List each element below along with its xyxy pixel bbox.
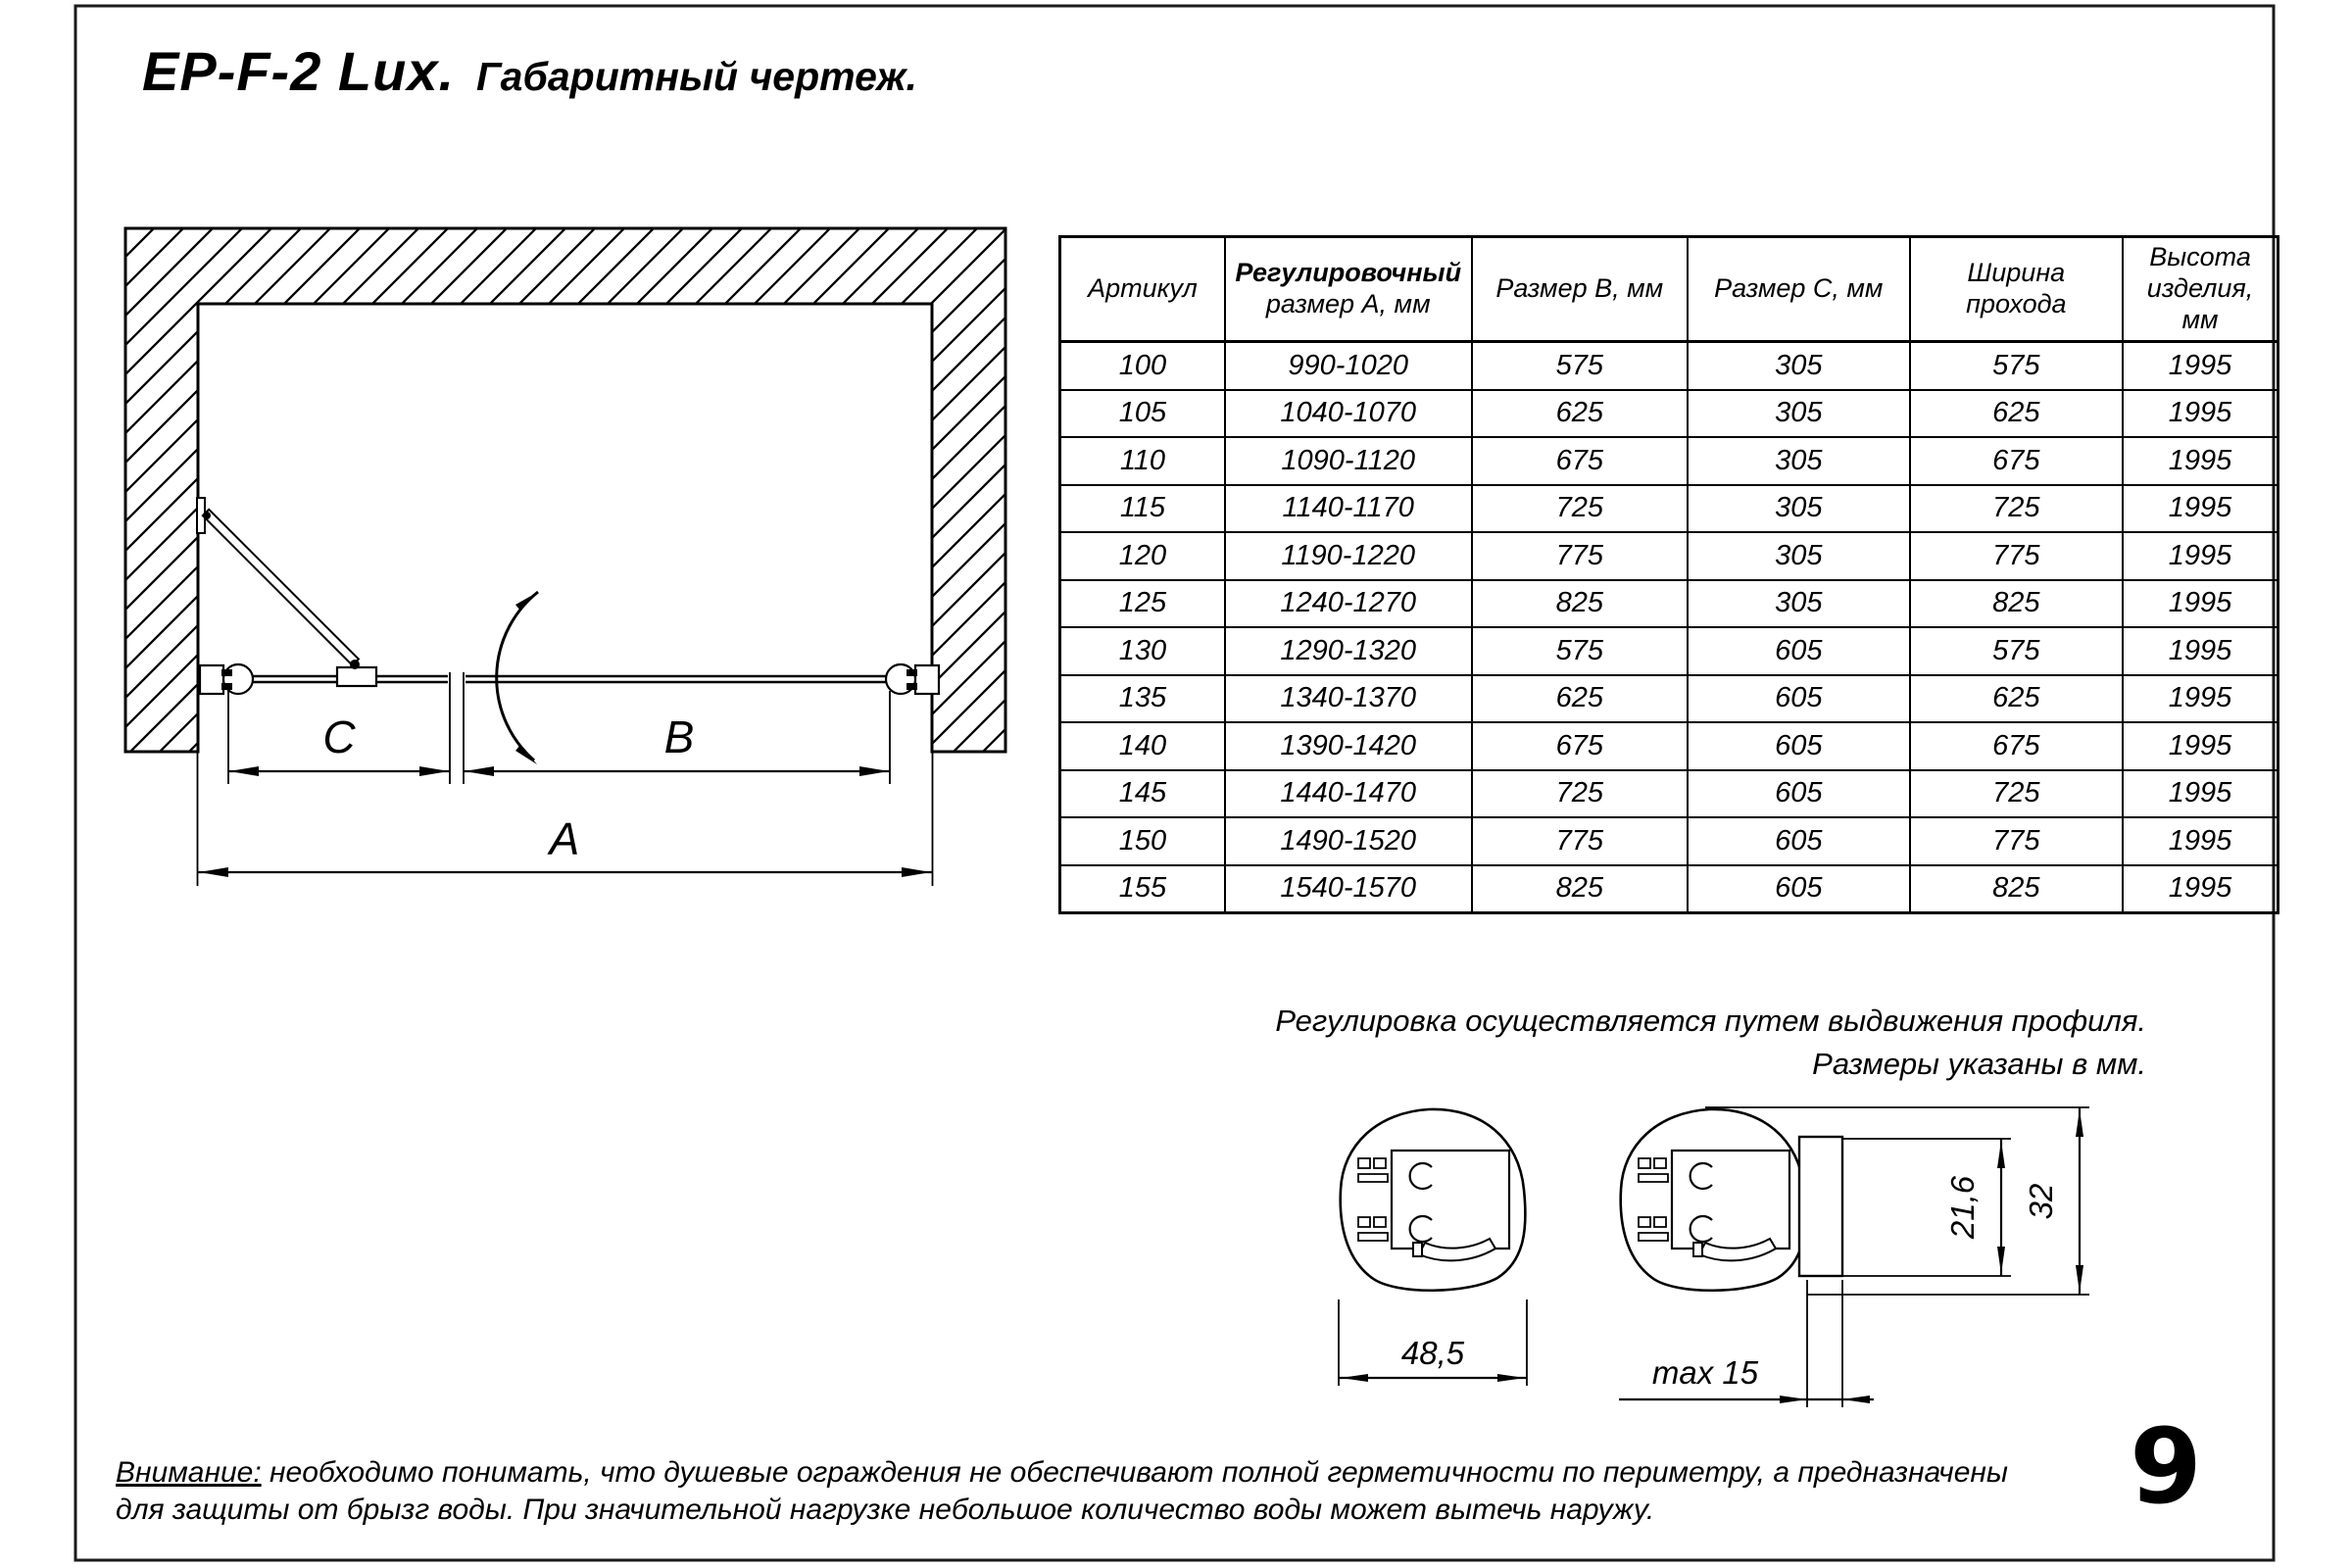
support-bar xyxy=(197,498,376,686)
table-cell: 305 xyxy=(1688,485,1910,533)
table-row xyxy=(1060,770,2278,818)
table-cell: 775 xyxy=(1472,817,1689,865)
size-table xyxy=(1058,235,2279,914)
table-cell: 1540-1570 xyxy=(1225,865,1472,913)
table-cell: 1995 xyxy=(2123,770,2278,818)
col-article: Артикул xyxy=(1060,237,1225,342)
table-cell: 1140-1170 xyxy=(1225,485,1472,533)
warning-label: Внимание: xyxy=(116,1456,262,1489)
table-cell: 1440-1470 xyxy=(1225,770,1472,818)
table-cell: 150 xyxy=(1060,817,1225,865)
col-product-height xyxy=(2123,237,2278,342)
adjustment-notes xyxy=(1166,1000,2146,1086)
table-cell: 1290-1320 xyxy=(1225,627,1472,675)
profile-section-left xyxy=(1341,1109,1526,1291)
table-cell: 575 xyxy=(1472,627,1689,675)
table-cell: 1995 xyxy=(2123,722,2278,770)
profile-sections xyxy=(1339,1107,2089,1407)
table-cell: 120 xyxy=(1060,532,1225,580)
table-cell: 1040-1070 xyxy=(1225,390,1472,438)
table-cell: 145 xyxy=(1060,770,1225,818)
table-cell: 305 xyxy=(1688,342,1910,390)
note-line-2: Размеры указаны в мм. xyxy=(1812,1047,2146,1082)
table-cell: 625 xyxy=(1472,675,1689,723)
table-cell: 605 xyxy=(1688,817,1910,865)
table-cell: 1190-1220 xyxy=(1225,532,1472,580)
warning-text xyxy=(116,1454,2071,1529)
table-cell: 100 xyxy=(1060,342,1225,390)
table-row xyxy=(1060,532,2278,580)
col-height-line1: Высота xyxy=(2149,242,2251,272)
table-cell: 1995 xyxy=(2123,627,2278,675)
table-cell: 305 xyxy=(1688,532,1910,580)
table-cell: 605 xyxy=(1688,770,1910,818)
table-cell: 1995 xyxy=(2123,390,2278,438)
table-cell: 725 xyxy=(1472,770,1689,818)
table-cell: 305 xyxy=(1688,437,1910,485)
table-row xyxy=(1060,390,2278,438)
table-cell: 605 xyxy=(1688,675,1910,723)
table-cell: 675 xyxy=(1910,437,2124,485)
table-cell: 135 xyxy=(1060,675,1225,723)
table-cell: 125 xyxy=(1060,580,1225,628)
table-cell: 1995 xyxy=(2123,675,2278,723)
table-cell: 675 xyxy=(1472,722,1689,770)
col-height-line3: мм xyxy=(2181,304,2219,334)
profile-section-right xyxy=(1621,1109,1806,1291)
table-cell: 825 xyxy=(1472,865,1689,913)
table-cell: 625 xyxy=(1472,390,1689,438)
table-cell: 625 xyxy=(1910,675,2124,723)
profile-max-label: max 15 xyxy=(1651,1354,1759,1391)
size-table-body xyxy=(1060,342,2278,913)
table-row xyxy=(1060,817,2278,865)
table-cell: 825 xyxy=(1910,865,2124,913)
adjustable-channel xyxy=(1799,1137,1842,1276)
table-row xyxy=(1060,580,2278,628)
profile-inner-height-label: 21,6 xyxy=(1944,1175,1981,1240)
table-cell: 130 xyxy=(1060,627,1225,675)
wall-hatch xyxy=(125,228,1005,752)
table-cell: 605 xyxy=(1688,865,1910,913)
table-cell: 725 xyxy=(1910,770,2124,818)
dim-label-a: A xyxy=(549,813,580,864)
table-cell: 1490-1520 xyxy=(1225,817,1472,865)
table-row xyxy=(1060,437,2278,485)
table-cell: 825 xyxy=(1910,580,2124,628)
table-cell: 625 xyxy=(1910,390,2124,438)
wall-profile-right xyxy=(886,664,939,694)
model-name: EP-F-2 Lux. xyxy=(142,40,456,102)
col-passage-line2: прохода xyxy=(1966,289,2067,318)
table-cell: 105 xyxy=(1060,390,1225,438)
col-adjust-size-bold: Регулировочный xyxy=(1235,258,1462,288)
profile-width-label: 48,5 xyxy=(1400,1335,1465,1371)
table-cell: 825 xyxy=(1472,580,1689,628)
col-adjust-size-rest: размер А, мм xyxy=(1265,289,1431,318)
table-cell: 575 xyxy=(1910,342,2124,390)
table-cell: 575 xyxy=(1910,627,2124,675)
table-row xyxy=(1060,865,2278,913)
table-row xyxy=(1060,627,2278,675)
table-cell: 1995 xyxy=(2123,580,2278,628)
plan-view xyxy=(125,228,1005,886)
table-cell: 775 xyxy=(1472,532,1689,580)
col-adjust-size xyxy=(1225,237,1472,342)
table-cell: 605 xyxy=(1688,722,1910,770)
glass-screen xyxy=(232,676,909,682)
door-swing-arc xyxy=(497,592,538,764)
table-cell: 305 xyxy=(1688,390,1910,438)
table-cell: 1995 xyxy=(2123,532,2278,580)
page-number: 9 xyxy=(2130,1406,2202,1527)
table-cell: 1090-1120 xyxy=(1225,437,1472,485)
table-cell: 110 xyxy=(1060,437,1225,485)
warning-line-1 xyxy=(116,1454,2071,1492)
col-passage-width xyxy=(1910,237,2124,342)
table-row xyxy=(1060,722,2278,770)
table-cell: 725 xyxy=(1472,485,1689,533)
table-cell: 1995 xyxy=(2123,865,2278,913)
table-cell: 155 xyxy=(1060,865,1225,913)
dim-label-c: C xyxy=(322,711,356,762)
table-cell: 605 xyxy=(1688,627,1910,675)
table-cell: 1340-1370 xyxy=(1225,675,1472,723)
table-header-row xyxy=(1060,237,2278,342)
table-cell: 675 xyxy=(1910,722,2124,770)
table-row xyxy=(1060,485,2278,533)
warning-line-1-rest: необходимо понимать, что душевые ограждения не обеспечивают полной герметичности по периметру, а предназначены xyxy=(270,1456,2008,1489)
page-title xyxy=(142,39,917,103)
note-line-1: Регулировка осуществляется путем выдвижения профиля. xyxy=(1275,1004,2146,1038)
wall-profile-left xyxy=(200,664,253,694)
table-cell: 140 xyxy=(1060,722,1225,770)
warning-line-2: для защиты от брызг воды. При значительной нагрузке небольшое количество воды может вытечь наружу. xyxy=(116,1493,1655,1526)
table-cell: 305 xyxy=(1688,580,1910,628)
col-size-b: Размер В, мм xyxy=(1472,237,1689,342)
profile-outer-height-label: 32 xyxy=(2023,1183,2059,1220)
col-passage-line1: Ширина xyxy=(1967,258,2066,288)
table-cell: 1995 xyxy=(2123,342,2278,390)
table-cell: 1995 xyxy=(2123,817,2278,865)
table-cell: 775 xyxy=(1910,532,2124,580)
dim-label-b: B xyxy=(663,711,695,762)
table-cell: 675 xyxy=(1472,437,1689,485)
table-cell: 1995 xyxy=(2123,437,2278,485)
size-table-container xyxy=(1058,235,2279,914)
table-row xyxy=(1060,342,2278,390)
title-caption: Габаритный чертеж. xyxy=(476,54,917,99)
table-cell: 1240-1270 xyxy=(1225,580,1472,628)
dimension-216 xyxy=(1842,1139,2011,1276)
table-cell: 1995 xyxy=(2123,485,2278,533)
table-cell: 575 xyxy=(1472,342,1689,390)
col-height-line2: изделия, xyxy=(2146,273,2254,304)
table-row xyxy=(1060,675,2278,723)
table-cell: 115 xyxy=(1060,485,1225,533)
table-cell: 775 xyxy=(1910,817,2124,865)
table-cell: 1390-1420 xyxy=(1225,722,1472,770)
col-size-c: Размер С, мм xyxy=(1688,237,1910,342)
table-cell: 990-1020 xyxy=(1225,342,1472,390)
table-cell: 725 xyxy=(1910,485,2124,533)
